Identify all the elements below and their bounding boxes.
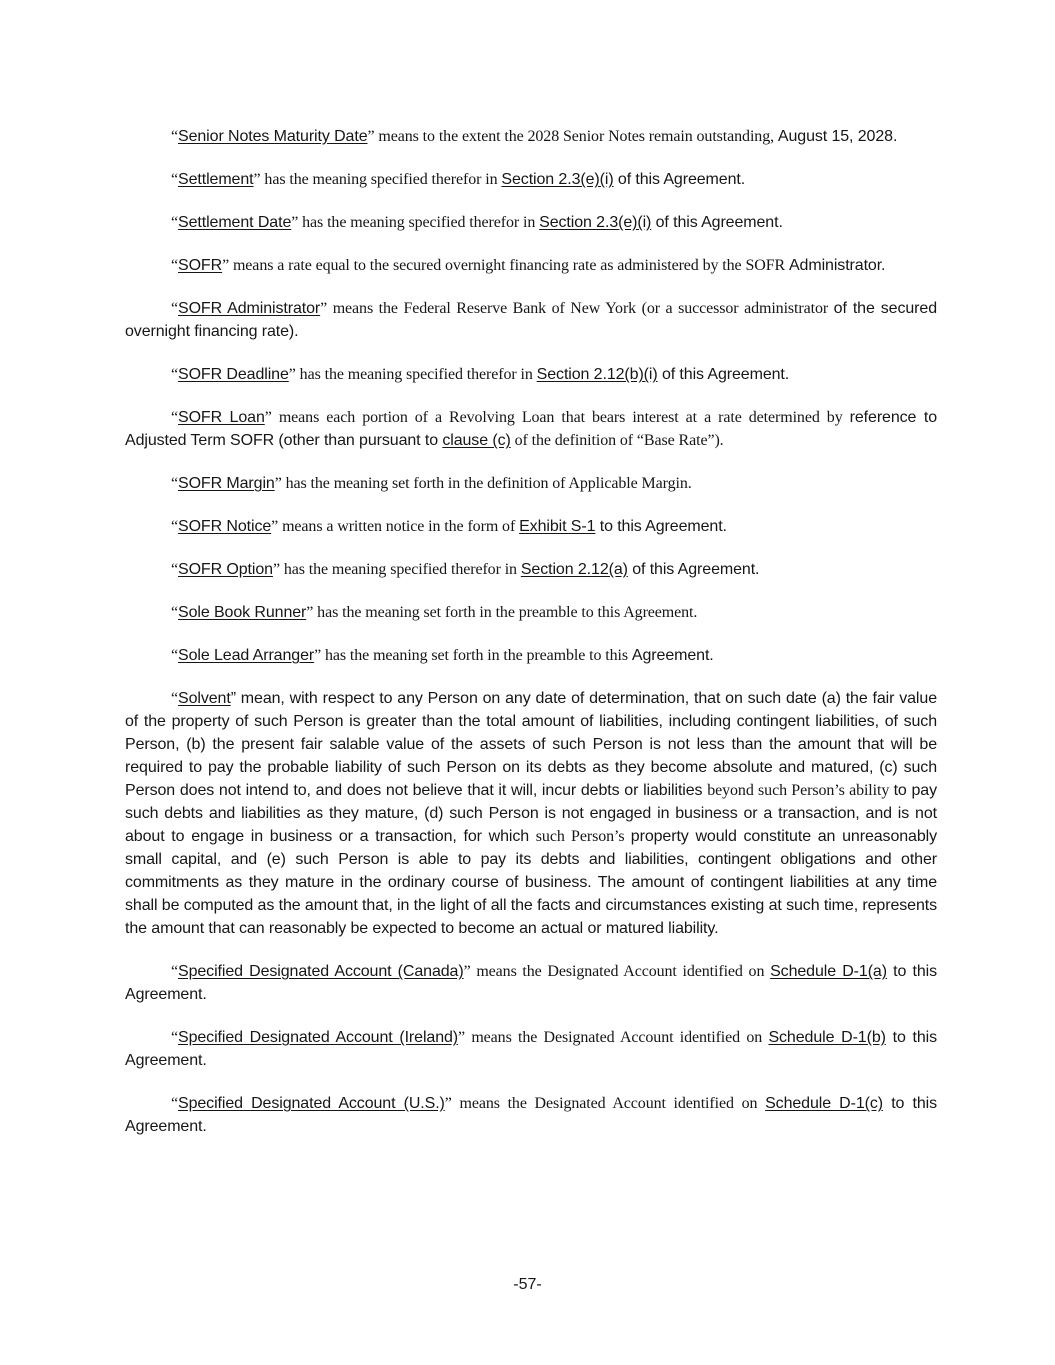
text-run: of the secured overnight financing rate).	[125, 300, 937, 340]
text-run: ” means a rate equal to the secured overnight financing rate as administered by the SOFR	[222, 257, 789, 274]
para-sofr-option	[125, 558, 937, 581]
text-run: to this Agreement.	[595, 518, 727, 535]
text-run: ” means to the extent the 2028 Senior Notes remain outstanding,	[367, 128, 778, 145]
defined-term: SOFR Deadline	[178, 366, 289, 383]
cross-reference: Exhibit S-1	[519, 518, 596, 535]
defined-term: SOFR Notice	[178, 518, 272, 535]
defined-term: Sole Book Runner	[178, 604, 307, 621]
cross-reference: Section 2.12(a)	[520, 561, 628, 578]
text-run: ” has the meaning set forth in the definition of Applicable Margin.	[274, 475, 692, 492]
text-run: “	[171, 690, 179, 707]
text-run: ” means each portion of a Revolving Loan that bears interest at a rate determined by	[264, 409, 850, 426]
text-run: “	[171, 518, 179, 535]
para-settlement	[125, 168, 937, 191]
para-sofr-deadline	[125, 363, 937, 386]
cross-reference: Section 2.3(e)(i)	[539, 214, 652, 231]
text-run: “	[171, 214, 179, 231]
para-sole-lead-arranger	[125, 644, 937, 667]
defined-term: Specified Designated Account (Ireland)	[178, 1029, 459, 1046]
text-run: ” has the meaning set forth in the preamble to this Agreement.	[306, 604, 698, 621]
text-run: ” means the Designated Account identified on	[444, 1095, 766, 1112]
text-run: of this Agreement.	[627, 561, 760, 578]
text-run: to this Agreement.	[125, 1095, 937, 1135]
para-sofr-loan	[125, 406, 937, 452]
text-run: ” means the Designated Account identified on	[458, 1029, 769, 1046]
cross-reference: Schedule D-1(a)	[770, 963, 887, 980]
defined-term: SOFR Option	[178, 561, 273, 578]
text-run: beyond such Person’s ability	[707, 782, 894, 799]
defined-term: Sole Lead Arranger	[178, 647, 315, 664]
text-run: “	[171, 475, 179, 492]
text-run: of the definition of “Base Rate”).	[510, 432, 724, 449]
text-run: “	[171, 1029, 179, 1046]
text-run: Agreement.	[631, 647, 714, 664]
text-run: ” has the meaning specified therefor in	[291, 214, 540, 231]
cross-reference: Section 2.12(b)(i)	[536, 366, 658, 383]
para-sofr	[125, 254, 937, 277]
text-run: “	[171, 604, 179, 621]
text-run: such Person’s	[535, 828, 631, 845]
text-run: “	[171, 366, 179, 383]
cross-reference: Schedule D-1(b)	[768, 1029, 886, 1046]
defined-term: SOFR	[178, 257, 223, 274]
text-run: ” has the meaning set forth in the preamble to this	[314, 647, 632, 664]
text-run: ” means a written notice in the form of	[271, 518, 520, 535]
para-specified-designated-account-us	[125, 1092, 937, 1138]
text-run: “	[171, 963, 179, 980]
text-run: “	[171, 257, 179, 274]
text-run: “	[171, 409, 179, 426]
para-solvent	[125, 687, 937, 940]
para-sofr-notice	[125, 515, 937, 538]
text-run: “	[171, 1095, 179, 1112]
para-sofr-margin	[125, 472, 937, 495]
text-run: “	[171, 171, 179, 188]
definitions-section	[125, 125, 937, 1158]
text-run: ” has the meaning specified therefor in	[253, 171, 502, 188]
text-run: property would constitute an unreasonably small capital, and (e) such Person is able to pay its debts and liabilities, contingent obligations and other commitments as they mature in the ordinary course of business. The amount of contingent liabilities at any time shall be computed as the amount that, in the light of all the facts and circumstances existing at such time, represents the amount that can reasonably be expected to become an actual or matured liability.	[125, 828, 937, 937]
para-sole-book-runner	[125, 601, 937, 624]
text-run: Administrator.	[788, 257, 886, 274]
para-specified-designated-account-ireland	[125, 1026, 937, 1072]
text-run: ” has the meaning specified therefor in	[272, 561, 521, 578]
text-run: August 15, 2028.	[777, 128, 898, 145]
text-run: “	[171, 647, 179, 664]
defined-term: Solvent	[178, 690, 231, 707]
text-run: ” means the Designated Account identified on	[463, 963, 771, 980]
defined-term: SOFR Margin	[178, 475, 275, 492]
defined-term: Specified Designated Account (Canada)	[178, 963, 464, 980]
text-run: to this Agreement.	[125, 1029, 937, 1069]
text-run: of this Agreement.	[651, 214, 783, 231]
text-run: reference to Adjusted Term SOFR (other than pursuant to	[125, 409, 937, 449]
text-run: ” mean, with respect to any Person on any date of determination, that on such date (a) the fair value of the property of such Person is greater than the total amount of liabilities, including contingent liabilities, of such Person, (b) the present fair salable value of the assets of such Person is not less than the amount that will be required to pay the probable liability of such Person on its debts as they become absolute and matured, (c) such Person does not intend to, and does not believe that it will, incur debts or liabilities	[125, 690, 937, 799]
defined-term: Senior Notes Maturity Date	[178, 128, 368, 145]
defined-term: Settlement	[178, 171, 254, 188]
para-senior-notes-maturity-date	[125, 125, 937, 148]
text-run: of this Agreement.	[613, 171, 746, 188]
text-run: of this Agreement.	[657, 366, 790, 383]
text-run: “	[171, 128, 179, 145]
cross-reference: clause (c)	[442, 432, 511, 449]
defined-term: Settlement Date	[178, 214, 292, 231]
text-run: to this Agreement.	[125, 963, 937, 1003]
text-run: “	[171, 561, 179, 578]
text-run: to pay such debts and liabilities as they mature, (d) such Person is not engaged in business or a transaction, and is not about to engage in business or a transaction, for which	[125, 782, 937, 845]
cross-reference: Section 2.3(e)(i)	[501, 171, 614, 188]
text-run: “	[171, 300, 179, 317]
para-settlement-date	[125, 211, 937, 234]
para-sofr-administrator	[125, 297, 937, 343]
defined-term: Specified Designated Account (U.S.)	[178, 1095, 445, 1112]
para-specified-designated-account-canada	[125, 960, 937, 1006]
text-run: ” has the meaning specified therefor in	[288, 366, 537, 383]
page-number: -57-	[513, 1276, 542, 1293]
defined-term: SOFR Loan	[178, 409, 265, 426]
cross-reference: Schedule D-1(c)	[765, 1095, 884, 1112]
text-run: ” means the Federal Reserve Bank of New York (or a successor administrator	[320, 300, 834, 317]
defined-term: SOFR Administrator	[178, 300, 321, 317]
